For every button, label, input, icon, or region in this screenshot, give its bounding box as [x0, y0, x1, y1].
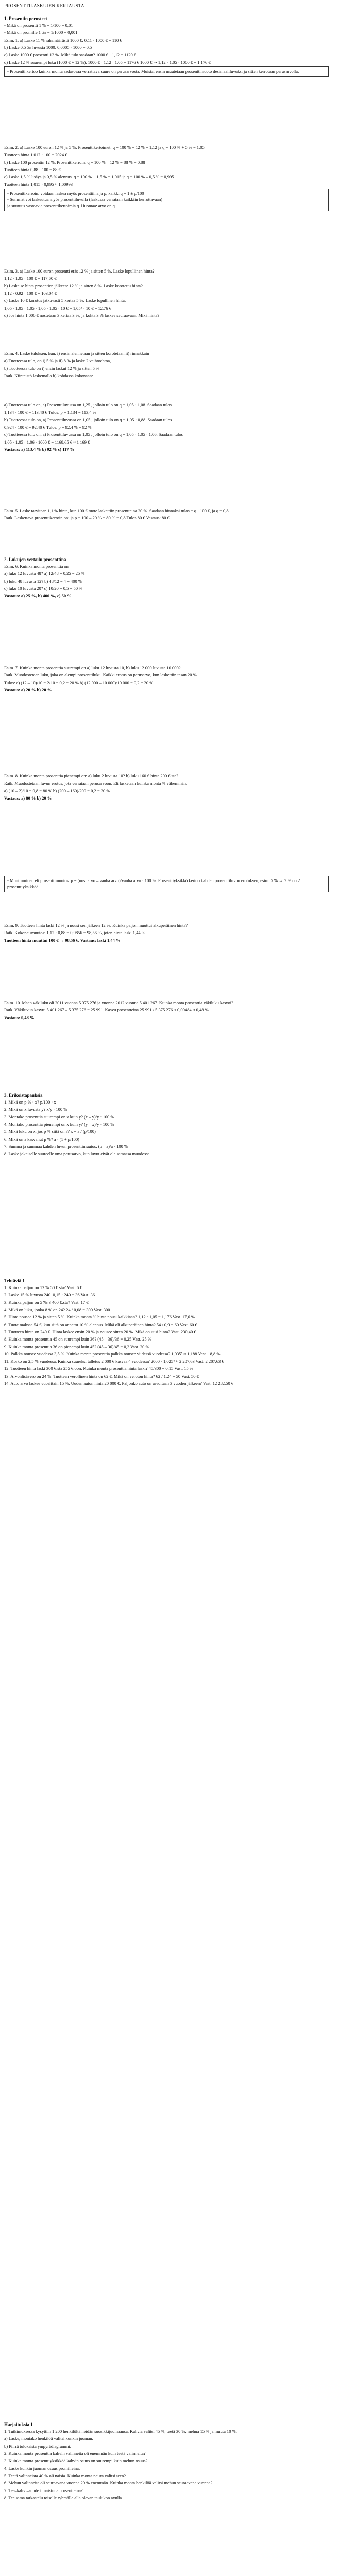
text-line: • Mikä on prosentti 1 % = 1/100 = 0,01: [4, 23, 73, 28]
section-5: [4, 402, 329, 453]
text-line: 8. Laske jokaiselle suureelle oma perusarvo, kun luvut eivät ole samassa muodossa.: [4, 1151, 151, 1157]
text-line: 5. Mikä luku on x, jos p % siitä on a? x = a / (p/100): [4, 1129, 96, 1134]
text-line: b) luku 48 luvusta 12? b) 48/12 = 4 = 400 %: [4, 578, 82, 584]
section-heading: 1. Prosentin perusteet: [4, 16, 47, 21]
exercise-item: 5. Hinta nousee 12 % ja sitten 5 %. Kuinka monta % hinta nousi kaikkiaan? 1,12 · 1,05 = 1,176 Vast. 17,6 %: [4, 1314, 195, 1320]
text-line: 1,12 · 0,92 · 100 € = 103,04 €: [4, 290, 57, 296]
text-line: b) Tuotteessa tulo on, a) Prosenttiluvussa on 1,05 , jolloin tulo on q = 1,05 · 0,88. Saadaan tulos: [4, 417, 172, 422]
exercise-item: 2. Laske 15 % luvusta 240. 0,15 · 240 = 36 Vast. 36: [4, 1292, 95, 1298]
section-11: [4, 1092, 329, 1158]
text-line: Esim. 4. Laske tuloksen, kun: i) ensin alennetaan ja sitten korotetaan ii) rinnakkain: [4, 351, 149, 356]
exercise-item: 3. Kuinka paljon on 5 ‰ 3 400 €:sta? Vast. 17 €: [4, 1299, 89, 1305]
section-heading: Harjoituksia 1: [4, 2422, 33, 2427]
answer-line: Vastaus: 0,48 %: [4, 1014, 35, 1020]
text-line: c) luku 10 luvusta 20? c) 10/20 = 0,5 = 50 %: [4, 585, 83, 591]
text-line: a) (10 – 2)/10 = 0,8 = 80 % b) (200 – 160)/200 = 0,2 = 20 %: [4, 788, 110, 793]
text-line: 1,05 · 1,05 · 1,05 · 1,05 · 1,05 · 10 € = 1,05⁵ · 10 € = 12,76 €: [4, 305, 112, 311]
answer-line: Vastaus: a) 20 % b) 20 %: [4, 687, 52, 692]
text-line: d) Jos hinta 1 000 € nostetaan 3 kertaa 3 %, ja kohta 3 % laskee seuraavaan. Mikä hinta?: [4, 312, 160, 318]
text-line: Tulos: a) (12 – 10)/10 = 2/10 = 0,2 = 20 % b) (12 000 – 10 000)/10 000 = 0,2 = 20 %: [4, 680, 154, 685]
text-line: b) Laske se hinta prosentien jälkeen: 12 % ja sitten 8 %. Laske korotettu hinta?: [4, 283, 143, 289]
text-line: c) Laske 1000 € prosentti 12 %. Mikä tulo saadaan? 1000 € · 1,12 = 1120 €: [4, 52, 137, 58]
answer-line: Vastaus: a) 80 % b) 20 %: [4, 795, 52, 801]
exercise-item: 4. Mikä on luku, jonka 8 % on 24? 24 / 0,08 = 300 Vast. 300: [4, 1307, 110, 1312]
text-line: 0,924 · 100 € = 92,40 € Tulos: p = 92,4 % = 92 %: [4, 424, 92, 430]
section-7: [4, 665, 329, 694]
text-line: 1,134 · 100 € = 113,40 € Tulos: p = 1,134 = 113,4 %: [4, 410, 96, 415]
info-box: • Prosentti kertoo kuinka monta sadasosaa verrattava suure on perusarvosta. Muista: ensin muutetaan prosenttimuoto desimaaliluvuksi ja sitten kerrotaan perusarvolla.: [4, 66, 329, 77]
exercise-item: 11. Korko on 2,5 % vuodessa. Kuinka suureksi talletus 2 000 € kasvaa 4 vuodessa? 2000 · 1,025⁴ ≈ 2 207,63 Vast. 2 207,63 €: [4, 1359, 224, 1364]
exercise-item: 5. Teetä valinneista 40 % oli naisia. Kuinka monta naista valitsi teen?: [4, 2472, 126, 2478]
text-line: 4. Montako prosenttia pienempi on x kuin y? (y – x)/y · 100 %: [4, 1121, 114, 1127]
answer-line: Tuotteen hinta muuttui 100 € → 98,56 €. Vastaus: laski 1,44 %: [4, 937, 121, 943]
text-line: b) Laske 100 prosentin 12 %. Prosenttikerroin: q = 100 % – 12 % = 88 % = 0,88: [4, 159, 145, 165]
text-line: Esim. 2. a) Laske 100 euron 12 % ja 5 %. Prosenttikertoimet: q = 100 % + 12 % = 1,12 ja q = 100 % + 5 % = 1,05: [4, 145, 205, 150]
text-line: 7. Summa ja summaa kahden luvun prosenttimuutos: (b – a)/a · 100 %: [4, 1143, 128, 1149]
text-line: Ratk. Kiinteistö laskemalla b) kohdassa kokonaan:: [4, 372, 93, 378]
info-box: [4, 189, 329, 211]
text-line: Esim. 3. a) Laske 100 euron prosentti eräs 12 % ja sitten 5 %. Laske lopullinen hinta?: [4, 268, 155, 274]
section-heading: 2. Lukujen vertailu prosenttina: [4, 557, 66, 562]
exercise-item: 2. Kuinka monta prosenttia kahvin valinneita oli enemmän kuin teetä valinneita?: [4, 2450, 146, 2456]
text-line: • Summat voi laskeutua myös prosenttiluvulla (laskussa verrataan kaikkiin kerrottavaan): [7, 196, 163, 202]
text-line: Tuotteen hinta 0,88 · 100 = 88 €: [4, 166, 61, 172]
text-line: Ratk. Muodostetaan luvun erotus, jota verrataan perusarvoon. Eli lasketaan kuinka monta % vähemmän.: [4, 781, 188, 786]
text-line: Tuotteen hinta 1 012 · 100 = 2024 €: [4, 152, 67, 158]
text-line: b) Laske 0,5 ‰ luvusta 1000: 0,0005 · 1000 = 0,5: [4, 44, 92, 50]
text-line: Ratk. Muodostetaan luku, joka on alempi prosenttiluku. Kaikki erotus on perusarvo, kun laskettiin tasan 20 %.: [4, 672, 198, 678]
exercise-item: 6. Mehun valinneita oli seuraavana vuonna 20 % enemmän. Kuinka monta henkilöä valitsi mehun seuraavana vuonna?: [4, 2480, 213, 2486]
exercise-item: 4. Laske kunkin juoman osuus promilleina.: [4, 2465, 80, 2471]
exercise-item: 8. Kuinka monta prosenttia 45 on suurempi kuin 36? (45 – 36)/36 = 0,25 Vast. 25 %: [4, 1336, 151, 1342]
text-line: b) Tuotteessa tulo on i) ensin laskut 12 % ja sitten 5 %: [4, 365, 100, 371]
text-line: d) Laske 12 % suurempi luku (1000 € + 12 %). 1000 € · 1,12 · 1,05 = 1176 € 1000 € ⇒ 1,12 · 1,05 · 1000 € = 1 176 €: [4, 59, 211, 65]
exercises-2: [4, 2421, 329, 2502]
exercise-item: 12. Tuotteen hinta laski 300 €:sta 255 €:oon. Kuinka monta prosenttia hinta laski? 45/300 = 0,15 Vast. 15 %: [4, 1366, 193, 1371]
section-1: [4, 15, 329, 77]
text-line: a) Tuotteessa tulo, on i) 5 % ja ii) 8 % ja laske 2 vaihtoehtoa,: [4, 358, 111, 364]
section-3: [4, 268, 329, 319]
answer-line: Vastaus: a) 25 %, b) 400 %, c) 50 %: [4, 593, 72, 599]
section-heading: Tehtäviä 1: [4, 1278, 25, 1283]
text-line: Esim. 1. a) Laske 11 % rahamäärästä 1000 €: 0,11 · 1000 € = 110 €: [4, 37, 122, 43]
text-line: c) Laske 1,5 % lisäys ja 0,5 % alennus. q = 100 % + 1,5 % = 1,015 ja q = 100 % – 0,5 % = 0,995: [4, 174, 174, 180]
text-line: c) Laske 10 € korotus jatkuvasti 5 kertaa 5 %. Laske lopullinen hinta:: [4, 298, 126, 303]
exercises-1: [4, 1278, 329, 1387]
text-line: • Prosenttikerroin: voidaan laskea myös prosenttiina ja p, kaikki q = 1 ± p/100: [7, 190, 144, 196]
text-line: 1,12 · 1,05 · 100 € = 117,60 €: [4, 276, 57, 281]
text-line: Ratk. Väkiluvun kasvu: 5 401 267 – 5 375 276 = 25 991. Kasvu prosentteina 25 991 / 5 375 276 ≈ 0,00484 ≈ 0,48 %.: [4, 1007, 210, 1013]
page-title: PROSENTTILASKUJEN KERTAUSTA: [4, 3, 84, 8]
section-2: [4, 144, 329, 211]
answer-line: Vastaus: a) 113,4 % b) 92 % c) 117 %: [4, 446, 75, 452]
exercise-item: b) Piirrä tuloksista ympyrädiagrammi.: [4, 2443, 71, 2449]
text-line: a) luku 12 luvusta 48? a) 12/48 = 0,25 = 25 %: [4, 571, 85, 577]
text-line: 1. Mikä on p % · x? p/100 · x: [4, 1099, 56, 1105]
exercise-item: 9. Kuinka monta prosenttia 36 on pienempi kuin 45? (45 – 36)/45 = 0,2 Vast. 20 %: [4, 1344, 149, 1349]
text-line: Esim. 7. Kuinka monta prosenttia suurempi on a) luku 12 luvusta 10, b) luku 12 000 luvusta 10 000?: [4, 665, 181, 670]
text-line: Esim. 6. Kuinka monta prosenttia on: [4, 564, 69, 569]
exercise-item: 14. Auto arvo laskee vuosittain 15 %. Uuden auton hinta 20 000 €. Paljonko auto on arvoltaan 3 vuoden jälkeen? Vast. 12 282,50 €: [4, 1381, 234, 1386]
exercise-item: 7. Tee–kahvi–suhde ilmaistuna prosentteina?: [4, 2487, 83, 2493]
exercise-item: 3. Kuinka monta prosenttiyksikköä kahvin osuus on suurempi kuin mehun osuus?: [4, 2458, 148, 2464]
text-line: a) Tuotteessa tulo on, a) Prosenttiluvussa on 1,25 , jolloin tulo on q = 1,05 · 1,08. Saadaan tulos: [4, 402, 172, 408]
text-line: 3. Montako prosenttia suurempi on x kuin y? (x – y)/y · 100 %: [4, 1114, 114, 1120]
section-heading: 3. Erikoistapauksia: [4, 1093, 43, 1098]
exercise-item: 7. Tuotteen hinta on 240 €. Hinta laskee ensin 20 % ja nousee sitten 20 %. Mikä on uusi hinta? Vast. 230,40 €: [4, 1329, 196, 1334]
text-line: • Mikä on promille 1 ‰ = 1/1000 = 0,001: [4, 30, 78, 36]
text-line: Esim. 5. Laske tarvitaan 1,1 % hinta, kun 100 € tuote laskettiin prosentteina 20 %. Saadaan hinnaksi tulos = q · 100 €, ja q = 0,8: [4, 508, 229, 513]
section-10: [4, 999, 329, 1022]
section-4: [4, 350, 329, 380]
text-line: c) Tuotteessa tulo on, a) Prosenttiluvussa on 1,05 , jolloin tulo on q = 1,05 · 1,05 · 1,06. Saadaan tulos: [4, 432, 183, 437]
section-9: [4, 922, 329, 944]
exercise-item: 1. Kuinka paljon on 12 % 50 €:sta? Vast. 6 €: [4, 1285, 82, 1291]
text-line: ja suuruus vastaavia prosenttikertoimia q. Huomaa: arvo on q.: [7, 202, 116, 208]
exercise-item: 13. Arvonlisävero on 24 %. Tuotteen verollinen hinta on 62 €. Mikä on veroton hinta? 62 / 1,24 = 50 Vast. 50 €: [4, 1373, 199, 1379]
text-line: Esim. 8. Kuinka monta prosenttia pienempi on: a) luku 2 luvusta 10? b) luku 160 € hinta 200 €:sta?: [4, 773, 179, 778]
text-line: 2. Mikä on x luvusta y? x/y · 100 %: [4, 1107, 67, 1112]
info-box: • Muuttuminen eli prosenttimuutos: p = (uusi arvo – vanha arvo)/vanha arvo · 100 %. Prosenttiyksikkö kertoo kahden prosenttiluvun erotuksen, esim. 5 % → 7 % on 2 prosenttiyksikköä.: [4, 876, 329, 892]
section-ex5: [4, 507, 329, 522]
text-line: 1,05 · 1,05 · 1,06 · 1000 € = 1168,65 € ≈ 1 169 €: [4, 439, 90, 445]
exercise-item: 1. Tutkimuksessa kysyttiin 1 200 henkilöltä heidän suosikkijuomaansa. Kahvia valitsi 45 %, teetä 30 %, mehua 15 % ja muuta 10 %.: [4, 2429, 237, 2434]
exercise-item: a) Laske, montako henkilöä valitsi kunkin juoman.: [4, 2436, 93, 2442]
text-line: Tuotteen hinta 1,015 · 0,995 ≈ 1,00993: [4, 181, 73, 187]
text-line: Ratk. Kokonaismuutos: 1,12 · 0,88 = 0,9856 = 98,56 %, joten hinta laski 1,44 %.: [4, 930, 146, 936]
text-line: Esim. 9. Tuotteen hinta laski 12 % ja nousi sen jälkeen 12 %. Kuinka paljon muuttui alkuperäinen hinta?: [4, 923, 188, 928]
section-8: [4, 773, 329, 802]
section-box3: [4, 876, 329, 892]
exercise-item: 6. Tuote maksaa 54 €, kun siitä on annettu 10 % alennus. Mikä oli alkuperäinen hinta? 54 / 0,9 = 60 Vast. 60 €: [4, 1321, 197, 1327]
text-line: Esim. 10. Maan väkiluku oli 2011 vuonna 5 375 276 ja vuonna 2012 vuonna 5 401 267. Kuinka monta prosenttia väkiluku kasvoi?: [4, 1000, 233, 1005]
text-line: Ratk. Laskettava prosenttikerroin on: ja p = 100 – 20 % = 80 % = 0,8 Tulos 80 € Vastaus: 80 €: [4, 515, 170, 521]
section-6: [4, 556, 329, 600]
exercise-item: 8. Tee sama tarkastelu toiselle ryhmälle alla olevan taulukon avulla.: [4, 2495, 123, 2500]
text-line: 6. Mikä on a kasvanut p %? a · (1 + p/100): [4, 1136, 79, 1142]
exercise-item: 10. Palkka nousee vuodessa 3,5 %. Kuinka monta prosenttia palkka nousee viidessä vuodessa? 1,035⁵ ≈ 1,188 Vast. 18,8 %: [4, 1351, 221, 1357]
